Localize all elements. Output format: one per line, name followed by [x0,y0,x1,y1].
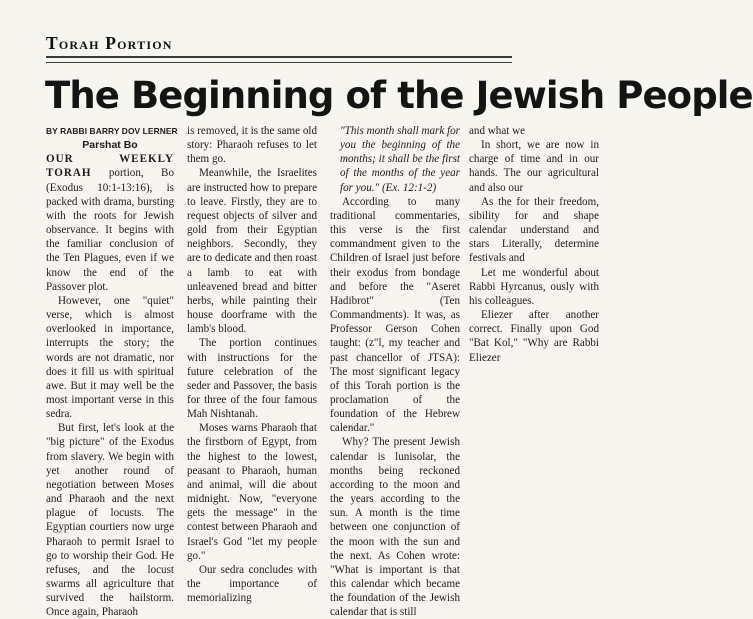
paragraph: Meanwhile, the Israelites are instructed how to prepare to leave. Firstly, they are to request objects of silver and gold from their Egyptian neighbors. Secondly, they are to dedicate and then roast a lamb to eat with unleavened bread and bitter herbs, while painting their house doorframe with the lamb's blood. [187,167,317,336]
section-rule-top [46,56,512,58]
section-label: Torah Portion [46,33,173,53]
article-column-1 [46,124,178,619]
lead-paragraph [46,152,174,294]
paragraph: As the for their freedom, sibility for and shape calendar understand and stars Literally, determine festivals and [469,195,599,265]
paragraph: The portion continues with instructions for the future celebration of the seder and Passover, the basis for three of the four famous Mah Nishtanah. [187,337,317,421]
paragraph: However, one "quiet" verse, which is almost overlooked in importance, interrupts the story; the words are not dramatic, nor does it fill us with spiritual awe. But it may well be the most important verse in this sedra. [46,294,174,421]
paragraph: Eliezer after another correct. Finally upon God "Bat Kol," "Why are Rabbi Eliezer [469,309,599,364]
scripture-quote: "This month shall mark for you the beginning of the months; it shall be the first of the months of the year for you." (Ex. 12:1-2) [340,125,460,194]
article-headline: The Beginning of the Jewish People [45,74,753,117]
article-column-3 [330,124,460,619]
lead-text: portion, Bo (Exodus 10:1-13:16), is packed with drama, bursting with the roots for Jewish observance. It begins with the familiar conclusion of the Ten Plagues, even if we know the end of the Passover plot. [46,167,174,293]
article-column-4 [469,124,599,512]
paragraph: According to many traditional commentaries, this verse is the first commandment given to the Children of Israel just before their exodus from bondage and before the "Aseret Hadibrot" (Ten Commandments). It was, as Professor Gerson Cohen taught: (z"l, my teacher and past chancellor of JTSA): The most significant legacy of this Torah portion is the proclamation of the foundation of the Hebrew calendar." [330,195,460,435]
paragraph: and what we [469,125,526,137]
article-column-2 [187,124,317,605]
paragraph: Let me wonderful about Rabbi Hyrcanus, ously with his colleagues. [469,266,599,307]
paragraph: In short, we are now in charge of time and in our hands. The our agricultural and also our [469,139,599,194]
lead-caps: OUR WEEKLY TORAH [46,153,174,180]
paragraph: But first, let's look at the "big picture" of the Exodus from slavery. We begin with yet another round of negotiation between Moses and Pharaoh and the next plague of locusts. The Egyptian courtiers now urge Pharaoh to permit Israel to go to worship their God. He refuses, and the locust swarms all agriculture that survived the hailstorm. Once again, Pharaoh [46,422,174,619]
section-rule-bottom [46,62,512,63]
subheading: Parshat Bo [82,139,138,152]
paragraph: is removed, it is the same old story: Pharaoh refuses to let them go. [187,125,317,166]
paragraph: Moses warns Pharaoh that the firstborn of Egypt, from the highest to the lowest, peasant to Pharaoh, human and animal, will die about midnight. Now, "everyone gets the message" in the contest between Pharaoh and Israel's God "let my people go." [187,422,317,562]
byline: BY RABBI BARRY DOV LERNER [46,126,178,136]
paragraph: Our sedra concludes with the importance of memorializing [187,563,317,605]
paragraph: Why? The present Jewish calendar is lunisolar, the months being reckoned according to the moon and the years according to the sun. A month is the time between one conjunction of the moon with the sun and the next. As Cohen wrote: "What is important is that this calendar which became the foundation of the Jewish calendar that is still [330,436,460,619]
